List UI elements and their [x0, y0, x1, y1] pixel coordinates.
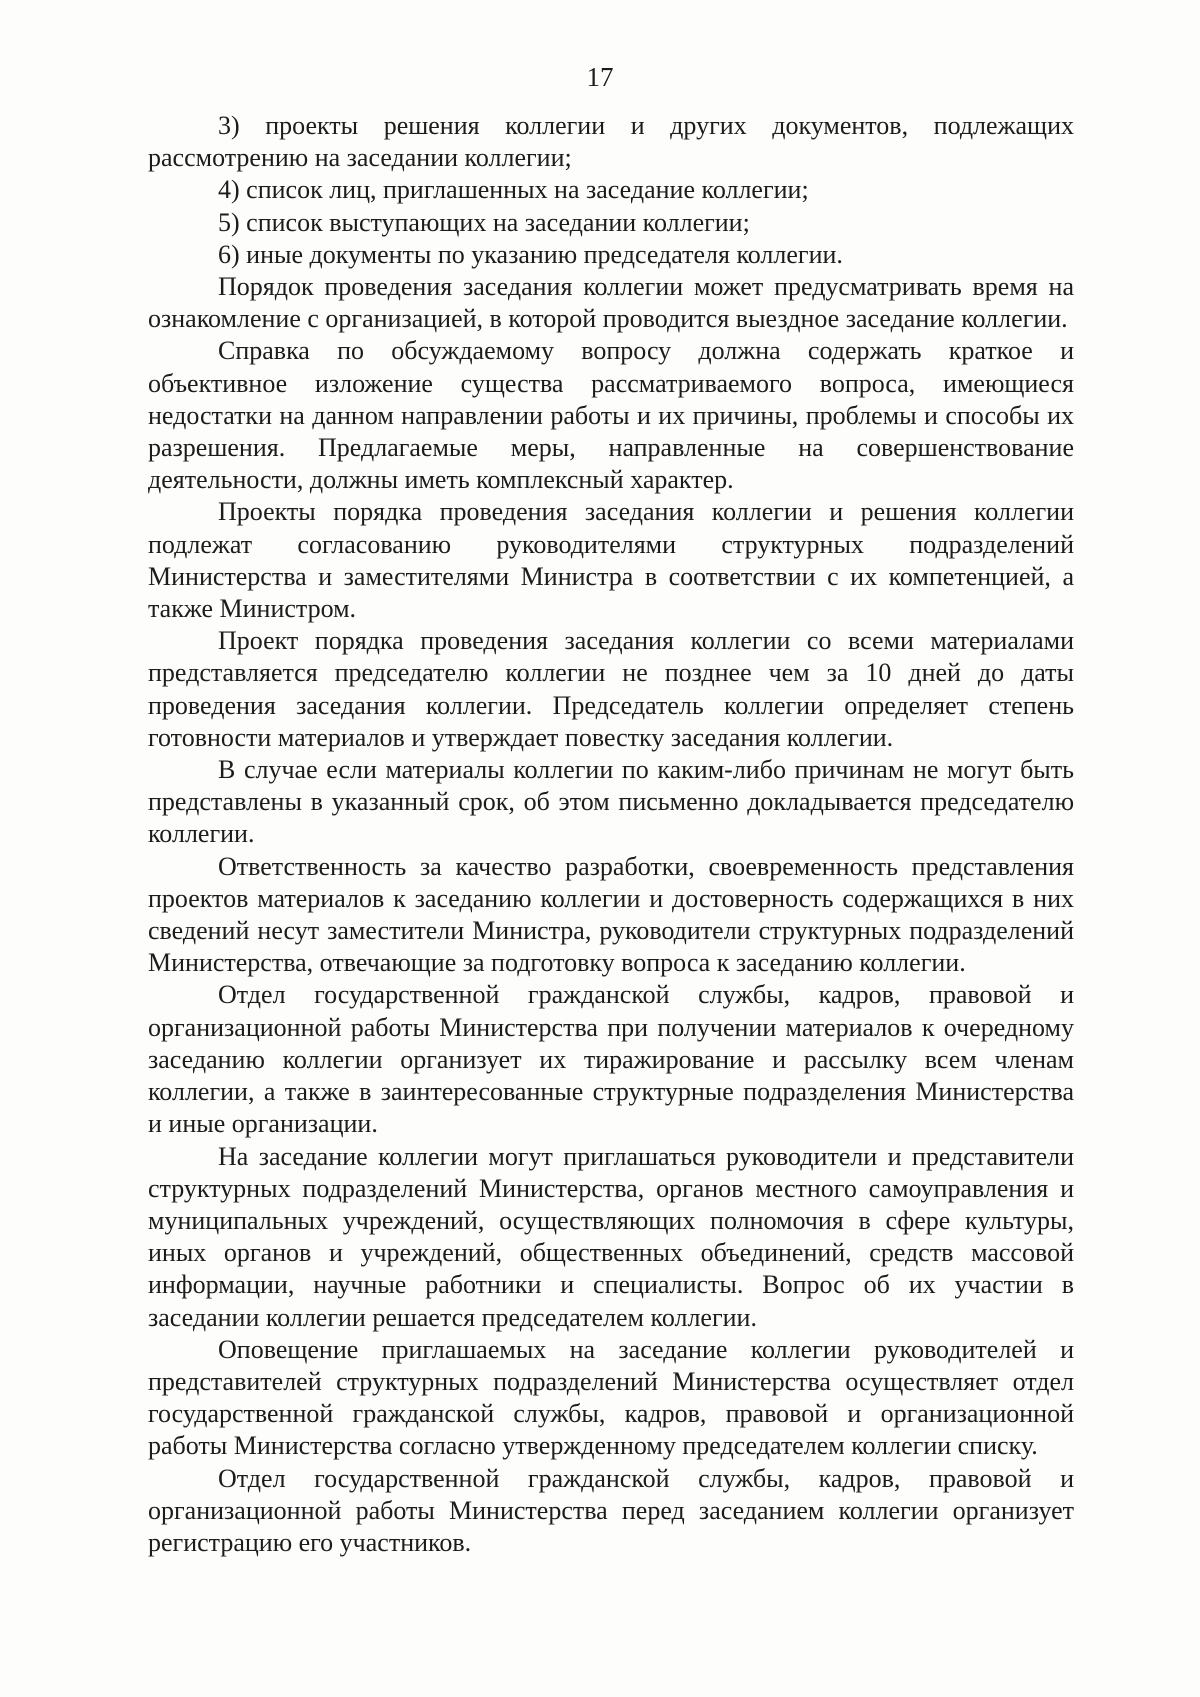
list-item-3: 3) проекты решения коллегии и других документов, подлежащих рассмотрению на заседании коллегии;	[148, 111, 1074, 173]
paragraph-responsibility: Ответственность за качество разработки, своевременность представления проектов материалов к заседанию коллегии и достоверность содержащихся в них сведений несут заместители Министра, руководители структурных подразделений Министерства, отвечающие за подготовку вопроса к заседанию коллегии.	[148, 851, 1074, 978]
paragraph-late-materials: В случае если материалы коллегии по каким-либо причинам не могут быть представлены в указанный срок, об этом письменно докладывается председателю коллегии.	[148, 755, 1074, 849]
paragraph-invitees: На заседание коллегии могут приглашаться руководители и представители структурных подразделений Министерства, органов местного самоуправления и муниципальных учреждений, осуществляющих полномочия в сфере культуры, иных органов и учреждений, общественных объединений, средств массовой информации, научные работники и специалисты. Вопрос об их участии в заседании коллегии решается председателем коллегии.	[148, 1141, 1074, 1332]
list-item-5: 5) список выступающих на заседании коллегии;	[218, 207, 750, 237]
list-item-4: 4) список лиц, приглашенных на заседание коллегии;	[218, 175, 809, 205]
paragraph-reference-note: Справка по обсуждаемому вопросу должна содержать краткое и объективное изложение существа рассматриваемого вопроса, имеющиеся недостатки на данном направлении работы и их причины, проблемы и способы их разрешения. Предлагаемые меры, направленные на совершенствование деятельности, должны иметь комплексный характер.	[148, 336, 1074, 495]
paragraph-meeting-order: Порядок проведения заседания коллегии может предусматривать время на ознакомление с организацией, в которой проводится выездное заседание коллегии.	[148, 272, 1074, 334]
list-item-6: 6) иные документы по указанию председателя коллегии.	[218, 239, 843, 269]
paragraph-draft-approval: Проекты порядка проведения заседания коллегии и решения коллегии подлежат согласованию руководителями структурных подразделений Министерства и заместителями Министра в соответствии с их компетенцией, а также Министром.	[148, 497, 1074, 624]
paragraph-distribution: Отдел государственной гражданской службы, кадров, правовой и организационной работы Министерства при получении материалов к очередному заседанию коллегии организует их тиражирование и рассылку всем членам коллегии, а также в заинтересованные структурные подразделения Министерства и иные организации.	[148, 980, 1074, 1139]
paragraph-registration: Отдел государственной гражданской службы, кадров, правовой и организационной работы Министерства перед заседанием коллегии организует регистрацию его участников.	[148, 1463, 1074, 1557]
document-body	[148, 110, 1074, 1559]
paragraph-notification: Оповещение приглашаемых на заседание коллегии руководителей и представителей структурных подразделений Министерства осуществляет отдел государственной гражданской службы, кадров, правовой и организационной работы Министерства согласно утвержденному председателем коллегии списку.	[148, 1334, 1074, 1461]
page-number: 17	[586, 62, 614, 92]
paragraph-submission-deadline: Проект порядка проведения заседания коллегии со всеми материалами представляется председателю коллегии не позднее чем за 10 дней до даты проведения заседания коллегии. Председатель коллегии определяет степень готовности материалов и утверждает повестку заседания коллегии.	[148, 626, 1074, 752]
